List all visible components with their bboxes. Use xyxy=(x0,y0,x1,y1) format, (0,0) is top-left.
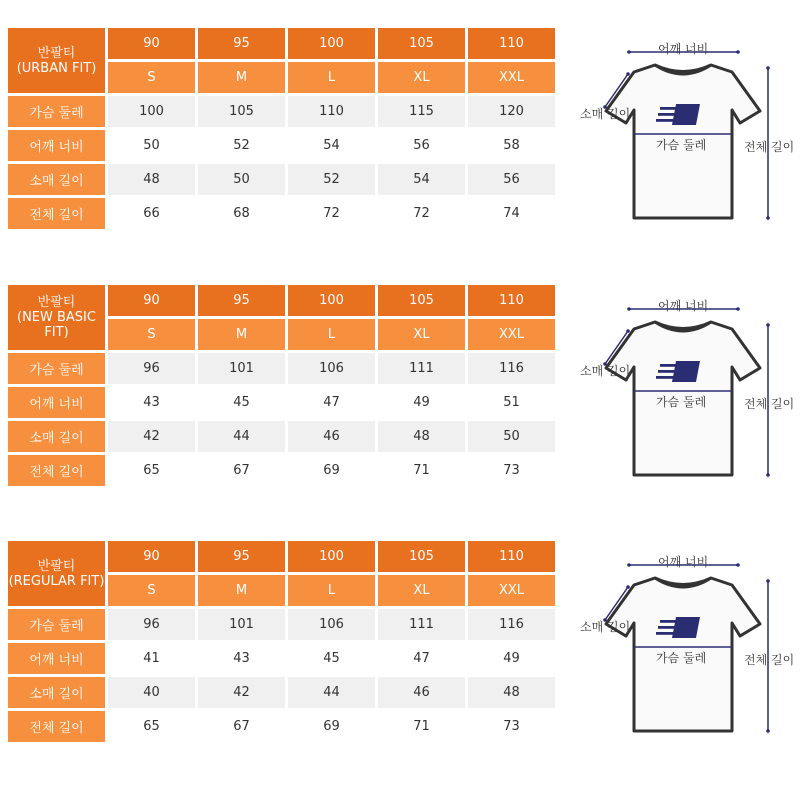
table-cell: 106 xyxy=(288,353,375,384)
row-label: 전체 길이 xyxy=(8,198,105,229)
letter-size-header: S xyxy=(108,575,195,606)
row-label: 가슴 둘레 xyxy=(8,609,105,640)
table-cell: 52 xyxy=(288,164,375,195)
letter-size-header: XXL xyxy=(468,575,555,606)
numeric-size-header: 110 xyxy=(468,28,555,59)
table-row xyxy=(8,421,555,452)
table-cell: 47 xyxy=(288,387,375,418)
table-cell: 106 xyxy=(288,609,375,640)
tshirt-outline-icon xyxy=(572,28,800,228)
size-section-regular-fit xyxy=(0,541,800,751)
numeric-size-header: 90 xyxy=(108,285,195,316)
total-length-label: 전체 길이 xyxy=(744,140,795,154)
table-title xyxy=(8,541,105,606)
letter-size-header: L xyxy=(288,575,375,606)
size-table xyxy=(5,282,558,489)
title-line-1: 반팔티 xyxy=(37,558,76,574)
table-row xyxy=(8,198,555,229)
table-cell: 67 xyxy=(198,455,285,486)
table-cell: 65 xyxy=(108,711,195,742)
table-cell: 43 xyxy=(198,643,285,674)
letter-size-header: XXL xyxy=(468,319,555,350)
table-cell: 68 xyxy=(198,198,285,229)
table-cell: 65 xyxy=(108,455,195,486)
title-line-1: 반팔티 xyxy=(37,295,76,310)
tshirt-measurement-diagram xyxy=(572,285,800,485)
title-line-2: (REGULAR FIT) xyxy=(8,573,105,589)
table-cell: 56 xyxy=(468,164,555,195)
table-cell: 42 xyxy=(108,421,195,452)
table-cell: 71 xyxy=(378,455,465,486)
row-label: 소매 길이 xyxy=(8,421,105,452)
table-cell: 72 xyxy=(378,198,465,229)
tshirt-outline-icon xyxy=(572,285,800,485)
table-row xyxy=(8,130,555,161)
numeric-size-header: 100 xyxy=(288,28,375,59)
total-length-label: 전체 길이 xyxy=(744,397,795,411)
size-section-urban-fit xyxy=(0,28,800,238)
total-length-label: 전체 길이 xyxy=(744,653,795,667)
table-row xyxy=(8,643,555,674)
row-label: 어깨 너비 xyxy=(8,130,105,161)
letter-size-header: M xyxy=(198,575,285,606)
table-cell: 110 xyxy=(288,96,375,127)
table-cell: 44 xyxy=(198,421,285,452)
row-label: 전체 길이 xyxy=(8,455,105,486)
table-cell: 120 xyxy=(468,96,555,127)
table-cell: 46 xyxy=(378,677,465,708)
sleeve-length-label: 소매 길이 xyxy=(580,364,631,378)
table-cell: 50 xyxy=(198,164,285,195)
table-cell: 42 xyxy=(198,677,285,708)
chest-label: 가슴 둘레 xyxy=(656,651,707,665)
letter-size-header: XXL xyxy=(468,62,555,93)
table-cell: 54 xyxy=(288,130,375,161)
title-line-1: 반팔티 xyxy=(37,45,76,61)
letter-size-header: S xyxy=(108,319,195,350)
table-cell: 44 xyxy=(288,677,375,708)
table-cell: 73 xyxy=(468,455,555,486)
numeric-size-header: 90 xyxy=(108,28,195,59)
table-cell: 116 xyxy=(468,353,555,384)
numeric-size-header: 105 xyxy=(378,541,465,572)
table-cell: 58 xyxy=(468,130,555,161)
table-cell: 45 xyxy=(198,387,285,418)
row-label: 가슴 둘레 xyxy=(8,353,105,384)
row-label: 어깨 너비 xyxy=(8,643,105,674)
table-cell: 101 xyxy=(198,609,285,640)
numeric-size-header: 90 xyxy=(108,541,195,572)
table-cell: 101 xyxy=(198,353,285,384)
table-cell: 115 xyxy=(378,96,465,127)
table-cell: 45 xyxy=(288,643,375,674)
table-cell: 48 xyxy=(468,677,555,708)
numeric-size-header: 95 xyxy=(198,541,285,572)
numeric-size-header: 100 xyxy=(288,285,375,316)
table-cell: 48 xyxy=(378,421,465,452)
table-cell: 52 xyxy=(198,130,285,161)
numeric-size-header: 110 xyxy=(468,541,555,572)
table-row xyxy=(8,387,555,418)
row-label: 어깨 너비 xyxy=(8,387,105,418)
letter-size-header: M xyxy=(198,319,285,350)
table-row xyxy=(8,353,555,384)
letter-size-header: L xyxy=(288,319,375,350)
tshirt-measurement-diagram xyxy=(572,28,800,228)
chest-label: 가슴 둘레 xyxy=(656,395,707,409)
table-title xyxy=(8,285,105,350)
table-cell: 50 xyxy=(468,421,555,452)
numeric-size-header: 95 xyxy=(198,285,285,316)
table-cell: 43 xyxy=(108,387,195,418)
table-cell: 66 xyxy=(108,198,195,229)
table-cell: 67 xyxy=(198,711,285,742)
table-row xyxy=(8,609,555,640)
letter-size-header: M xyxy=(198,62,285,93)
letter-size-header: L xyxy=(288,62,375,93)
table-cell: 100 xyxy=(108,96,195,127)
table-cell: 96 xyxy=(108,353,195,384)
row-label: 소매 길이 xyxy=(8,164,105,195)
table-cell: 50 xyxy=(108,130,195,161)
numeric-size-header: 95 xyxy=(198,28,285,59)
numeric-size-header: 105 xyxy=(378,285,465,316)
table-cell: 105 xyxy=(198,96,285,127)
row-label: 전체 길이 xyxy=(8,711,105,742)
shoulder-width-label: 어깨 너비 xyxy=(658,555,709,569)
tshirt-outline-icon xyxy=(572,541,800,741)
size-section-new-basic-fit xyxy=(0,285,800,495)
table-row xyxy=(8,455,555,486)
table-cell: 69 xyxy=(288,711,375,742)
table-cell: 51 xyxy=(468,387,555,418)
table-row xyxy=(8,96,555,127)
table-cell: 116 xyxy=(468,609,555,640)
table-title xyxy=(8,28,105,93)
chest-label: 가슴 둘레 xyxy=(656,138,707,152)
size-table xyxy=(5,25,558,232)
numeric-size-header: 110 xyxy=(468,285,555,316)
table-cell: 74 xyxy=(468,198,555,229)
sleeve-length-label: 소매 길이 xyxy=(580,620,631,634)
table-cell: 49 xyxy=(378,387,465,418)
size-table xyxy=(5,538,558,745)
title-line-2: (NEW BASIC FIT) xyxy=(17,310,96,340)
table-cell: 46 xyxy=(288,421,375,452)
letter-size-header: XL xyxy=(378,575,465,606)
table-cell: 69 xyxy=(288,455,375,486)
table-cell: 72 xyxy=(288,198,375,229)
table-row xyxy=(8,677,555,708)
sleeve-length-label: 소매 길이 xyxy=(580,107,631,121)
letter-size-header: XL xyxy=(378,319,465,350)
numeric-size-header: 100 xyxy=(288,541,375,572)
table-cell: 111 xyxy=(378,609,465,640)
table-cell: 56 xyxy=(378,130,465,161)
table-row xyxy=(8,711,555,742)
title-line-2: (URBAN FIT) xyxy=(16,60,97,76)
table-cell: 41 xyxy=(108,643,195,674)
table-cell: 48 xyxy=(108,164,195,195)
table-cell: 73 xyxy=(468,711,555,742)
row-label: 소매 길이 xyxy=(8,677,105,708)
row-label: 가슴 둘레 xyxy=(8,96,105,127)
table-cell: 47 xyxy=(378,643,465,674)
letter-size-header: XL xyxy=(378,62,465,93)
letter-size-header: S xyxy=(108,62,195,93)
table-cell: 71 xyxy=(378,711,465,742)
table-cell: 96 xyxy=(108,609,195,640)
tshirt-measurement-diagram xyxy=(572,541,800,741)
shoulder-width-label: 어깨 너비 xyxy=(658,42,709,56)
table-cell: 40 xyxy=(108,677,195,708)
table-cell: 111 xyxy=(378,353,465,384)
numeric-size-header: 105 xyxy=(378,28,465,59)
table-row xyxy=(8,164,555,195)
table-cell: 54 xyxy=(378,164,465,195)
table-cell: 49 xyxy=(468,643,555,674)
shoulder-width-label: 어깨 너비 xyxy=(658,299,709,313)
